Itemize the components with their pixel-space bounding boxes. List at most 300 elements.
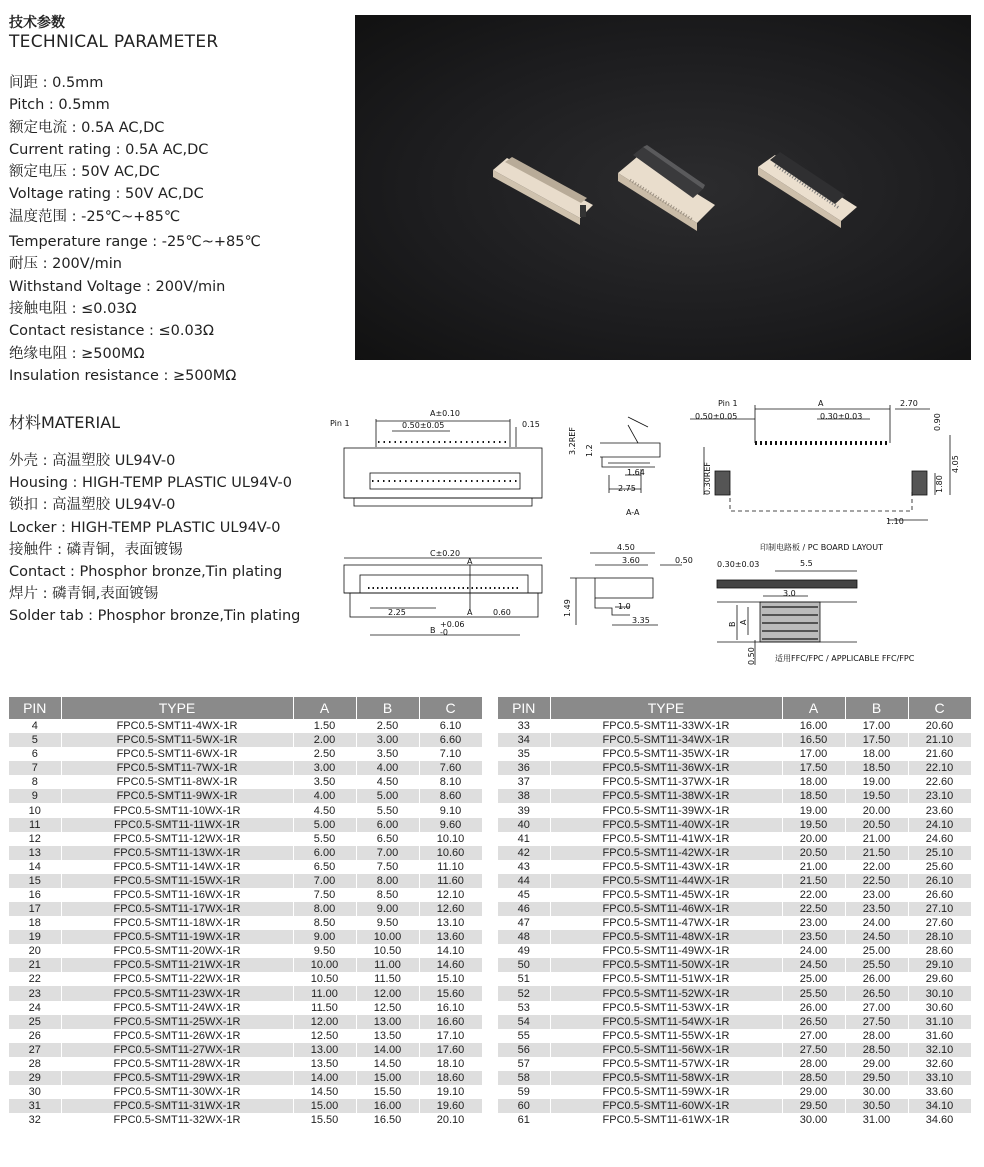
table-row [9, 761, 482, 775]
table-row [9, 832, 482, 846]
table-row [9, 803, 482, 817]
cell-b: 4.50 [356, 775, 419, 789]
cell-pin: 50 [498, 958, 550, 972]
connector-1 [493, 157, 593, 225]
material-list [9, 450, 339, 628]
cell-type: FPC0.5-SMT11-32WX-1R [61, 1113, 293, 1127]
table-row [498, 1099, 971, 1113]
cell-a: 26.50 [782, 1015, 845, 1029]
cell-c: 18.10 [419, 1057, 482, 1071]
table-row [498, 832, 971, 846]
cell-c: 28.10 [908, 930, 971, 944]
cell-b: 16.50 [356, 1113, 419, 1127]
table-row [498, 1057, 971, 1071]
cell-pin: 14 [9, 860, 61, 874]
cell-b: 26.00 [845, 972, 908, 986]
table-row [498, 916, 971, 930]
cell-type: FPC0.5-SMT11-43WX-1R [550, 860, 782, 874]
cell-type: FPC0.5-SMT11-41WX-1R [550, 832, 782, 846]
cell-type: FPC0.5-SMT11-55WX-1R [550, 1029, 782, 1043]
spec-item: 接触电阻 : ≤0.03Ω [9, 300, 137, 317]
cell-a: 23.00 [782, 916, 845, 930]
cell-a: 17.50 [782, 761, 845, 775]
cell-c: 13.10 [419, 916, 482, 930]
cell-c: 23.10 [908, 789, 971, 803]
cell-pin: 42 [498, 846, 550, 860]
table-row [9, 944, 482, 958]
drawing-label: A-A [626, 508, 640, 517]
table-row [498, 860, 971, 874]
cell-type: FPC0.5-SMT11-4WX-1R [61, 719, 293, 733]
cell-pin: 12 [9, 832, 61, 846]
cell-type: FPC0.5-SMT11-37WX-1R [550, 775, 782, 789]
cell-a: 22.50 [782, 902, 845, 916]
cell-a: 2.50 [293, 747, 356, 761]
cell-type: FPC0.5-SMT11-10WX-1R [61, 803, 293, 817]
cell-c: 34.10 [908, 1099, 971, 1113]
cell-c: 9.10 [419, 803, 482, 817]
cell-type: FPC0.5-SMT11-61WX-1R [550, 1113, 782, 1127]
drawing-label: -0 [440, 628, 448, 637]
header-b: B [356, 697, 419, 719]
cell-c: 13.60 [419, 930, 482, 944]
cell-pin: 61 [498, 1113, 550, 1127]
drawing-label: 0.30±0.03 [717, 560, 760, 569]
cell-type: FPC0.5-SMT11-40WX-1R [550, 818, 782, 832]
spec-item: Current rating : 0.5A AC,DC [9, 141, 209, 158]
cell-b: 5.00 [356, 789, 419, 803]
cell-pin: 40 [498, 818, 550, 832]
cell-pin: 47 [498, 916, 550, 930]
cell-type: FPC0.5-SMT11-59WX-1R [550, 1085, 782, 1099]
cell-a: 21.50 [782, 874, 845, 888]
table-row [498, 719, 971, 733]
cell-b: 14.50 [356, 1057, 419, 1071]
cell-b: 15.50 [356, 1085, 419, 1099]
cell-type: FPC0.5-SMT11-18WX-1R [61, 916, 293, 930]
cell-type: FPC0.5-SMT11-49WX-1R [550, 944, 782, 958]
cell-pin: 46 [498, 902, 550, 916]
drawing-label: B [430, 626, 436, 635]
spec-item: Insulation resistance : ≥500MΩ [9, 367, 237, 384]
cell-b: 2.50 [356, 719, 419, 733]
cell-b: 16.00 [356, 1099, 419, 1113]
cell-b: 7.00 [356, 846, 419, 860]
cell-pin: 26 [9, 1029, 61, 1043]
spec-item: Voltage rating : 50V AC,DC [9, 186, 204, 203]
cell-type: FPC0.5-SMT11-50WX-1R [550, 958, 782, 972]
cell-pin: 11 [9, 818, 61, 832]
drawing-label: 0.30REF [703, 461, 712, 495]
table-row [9, 1071, 482, 1085]
cell-a: 4.50 [293, 803, 356, 817]
cell-b: 10.00 [356, 930, 419, 944]
material-item: 接触件 : 磷青铜，表面镀锡 [9, 541, 183, 558]
cell-c: 15.10 [419, 972, 482, 986]
cell-pin: 59 [498, 1085, 550, 1099]
cell-b: 21.50 [845, 846, 908, 860]
header-a: A [782, 697, 845, 719]
cell-pin: 23 [9, 986, 61, 1000]
table-row [498, 972, 971, 986]
cell-pin: 38 [498, 789, 550, 803]
cell-a: 19.00 [782, 803, 845, 817]
pcb-layout-drawing [717, 571, 857, 665]
cell-b: 29.00 [845, 1057, 908, 1071]
table-row [9, 1085, 482, 1099]
cell-a: 25.50 [782, 986, 845, 1000]
cell-pin: 36 [498, 761, 550, 775]
cell-pin: 25 [9, 1015, 61, 1029]
cell-c: 8.60 [419, 789, 482, 803]
cell-c: 19.60 [419, 1099, 482, 1113]
cell-a: 13.00 [293, 1043, 356, 1057]
cell-a: 8.00 [293, 902, 356, 916]
cell-a: 14.50 [293, 1085, 356, 1099]
cell-a: 30.00 [782, 1113, 845, 1127]
cell-a: 28.50 [782, 1071, 845, 1085]
spec-item: 额定电流 : 0.5A AC,DC [9, 119, 165, 136]
drawing-label: 3.35 [632, 616, 650, 625]
drawing-label: Pin 1 [718, 399, 738, 408]
table-row [498, 902, 971, 916]
table-body-right [498, 719, 971, 1127]
drawing-label: 2.25 [388, 608, 406, 617]
cell-b: 25.00 [845, 944, 908, 958]
cell-b: 20.50 [845, 818, 908, 832]
drawing-label: 0.50 [747, 647, 756, 665]
drawing-label: 适用FFC/FPC / APPLICABLE FFC/FPC [775, 654, 915, 663]
cell-type: FPC0.5-SMT11-44WX-1R [550, 874, 782, 888]
cell-c: 18.60 [419, 1071, 482, 1085]
cell-type: FPC0.5-SMT11-12WX-1R [61, 832, 293, 846]
table-row [498, 733, 971, 747]
table-row [9, 986, 482, 1000]
cell-pin: 39 [498, 803, 550, 817]
cell-c: 12.10 [419, 888, 482, 902]
table-row [9, 930, 482, 944]
material-item: Housing : HIGH-TEMP PLASTIC UL94V-0 [9, 475, 292, 492]
drawing-label: 0.50±0.05 [695, 412, 738, 421]
spec-item: 间距 : 0.5mm [9, 75, 104, 91]
cell-pin: 45 [498, 888, 550, 902]
cell-pin: 49 [498, 944, 550, 958]
cell-type: FPC0.5-SMT11-13WX-1R [61, 846, 293, 860]
cell-a: 21.00 [782, 860, 845, 874]
cell-b: 8.50 [356, 888, 419, 902]
cell-a: 28.00 [782, 1057, 845, 1071]
cell-pin: 27 [9, 1043, 61, 1057]
cell-pin: 15 [9, 874, 61, 888]
cell-b: 22.50 [845, 874, 908, 888]
table-row [498, 1071, 971, 1085]
cell-b: 4.00 [356, 761, 419, 775]
cell-b: 17.00 [845, 719, 908, 733]
cell-a: 13.50 [293, 1057, 356, 1071]
header-c: C [419, 697, 482, 719]
cell-b: 26.50 [845, 986, 908, 1000]
material-item: 焊片 : 磷青铜,表面镀锡 [9, 586, 159, 603]
cell-pin: 8 [9, 775, 61, 789]
cell-c: 24.10 [908, 818, 971, 832]
cell-c: 29.60 [908, 972, 971, 986]
cell-c: 9.60 [419, 818, 482, 832]
cell-pin: 28 [9, 1057, 61, 1071]
spec-item: 绝缘电阻 : ≥500MΩ [9, 345, 145, 362]
cell-type: FPC0.5-SMT11-8WX-1R [61, 775, 293, 789]
table-row [9, 1043, 482, 1057]
table-row [498, 1029, 971, 1043]
cell-pin: 53 [498, 1001, 550, 1015]
cell-a: 6.50 [293, 860, 356, 874]
cell-c: 6.10 [419, 719, 482, 733]
cell-pin: 22 [9, 972, 61, 986]
cell-b: 12.00 [356, 986, 419, 1000]
cell-pin: 51 [498, 972, 550, 986]
cell-a: 6.00 [293, 846, 356, 860]
cell-c: 23.60 [908, 803, 971, 817]
cell-a: 26.00 [782, 1001, 845, 1015]
header-pin: PIN [498, 697, 550, 719]
cell-c: 15.60 [419, 986, 482, 1000]
cell-a: 5.00 [293, 818, 356, 832]
table-row [9, 846, 482, 860]
drawing-label: 4.50 [617, 543, 635, 552]
header-pin: PIN [9, 697, 61, 719]
cell-c: 17.60 [419, 1043, 482, 1057]
cell-type: FPC0.5-SMT11-38WX-1R [550, 789, 782, 803]
cell-c: 10.10 [419, 832, 482, 846]
cell-type: FPC0.5-SMT11-57WX-1R [550, 1057, 782, 1071]
drawing-label: +0.06 [440, 620, 465, 629]
spec-item: Temperature range : -25℃~+85℃ [9, 234, 261, 251]
cell-type: FPC0.5-SMT11-42WX-1R [550, 846, 782, 860]
table-row [498, 1043, 971, 1057]
cell-a: 7.00 [293, 874, 356, 888]
cell-b: 10.50 [356, 944, 419, 958]
table-row [9, 747, 482, 761]
drawing-label: 4.05 [951, 455, 960, 473]
cell-a: 12.50 [293, 1029, 356, 1043]
cell-pin: 57 [498, 1057, 550, 1071]
table-row [498, 747, 971, 761]
layout-drawing [690, 405, 950, 520]
cell-c: 16.60 [419, 1015, 482, 1029]
cell-b: 18.00 [845, 747, 908, 761]
cell-b: 7.50 [356, 860, 419, 874]
cell-c: 21.60 [908, 747, 971, 761]
drawing-label: B [728, 621, 737, 627]
cell-type: FPC0.5-SMT11-46WX-1R [550, 902, 782, 916]
cell-type: FPC0.5-SMT11-36WX-1R [550, 761, 782, 775]
cell-c: 22.60 [908, 775, 971, 789]
cell-b: 28.00 [845, 1029, 908, 1043]
table-row [9, 916, 482, 930]
cell-a: 3.50 [293, 775, 356, 789]
cell-b: 9.50 [356, 916, 419, 930]
cell-b: 17.50 [845, 733, 908, 747]
cell-type: FPC0.5-SMT11-60WX-1R [550, 1099, 782, 1113]
cell-pin: 34 [498, 733, 550, 747]
table-row [498, 789, 971, 803]
cell-b: 24.50 [845, 930, 908, 944]
cell-type: FPC0.5-SMT11-11WX-1R [61, 818, 293, 832]
table-row [9, 958, 482, 972]
cell-type: FPC0.5-SMT11-9WX-1R [61, 789, 293, 803]
cell-pin: 19 [9, 930, 61, 944]
cell-c: 7.10 [419, 747, 482, 761]
cell-a: 29.00 [782, 1085, 845, 1099]
cell-type: FPC0.5-SMT11-19WX-1R [61, 930, 293, 944]
cell-a: 10.00 [293, 958, 356, 972]
cell-pin: 48 [498, 930, 550, 944]
drawing-label: 印制电路板 / PC BOARD LAYOUT [760, 543, 883, 552]
cell-type: FPC0.5-SMT11-15WX-1R [61, 874, 293, 888]
cell-type: FPC0.5-SMT11-53WX-1R [550, 1001, 782, 1015]
cell-a: 18.00 [782, 775, 845, 789]
cell-b: 19.00 [845, 775, 908, 789]
cell-c: 12.60 [419, 902, 482, 916]
cell-pin: 52 [498, 986, 550, 1000]
cell-a: 11.50 [293, 1001, 356, 1015]
drawing-label: 3.60 [622, 556, 640, 565]
cell-c: 29.10 [908, 958, 971, 972]
cell-a: 11.00 [293, 986, 356, 1000]
material-item: Solder tab : Phosphor bronze,Tin plating [9, 608, 301, 625]
cell-type: FPC0.5-SMT11-52WX-1R [550, 986, 782, 1000]
spec-item: Pitch : 0.5mm [9, 97, 110, 114]
cell-c: 31.60 [908, 1029, 971, 1043]
table-row [498, 1085, 971, 1099]
cell-a: 24.00 [782, 944, 845, 958]
cell-b: 3.50 [356, 747, 419, 761]
cell-b: 27.50 [845, 1015, 908, 1029]
cell-pin: 7 [9, 761, 61, 775]
table-row [9, 888, 482, 902]
drawing-label: 5.5 [800, 559, 813, 568]
cell-a: 29.50 [782, 1099, 845, 1113]
cell-a: 19.50 [782, 818, 845, 832]
spec-list [9, 72, 349, 387]
drawing-label: 1.10 [886, 517, 904, 526]
cell-a: 16.00 [782, 719, 845, 733]
cell-a: 5.50 [293, 832, 356, 846]
cell-a: 22.00 [782, 888, 845, 902]
cell-a: 15.50 [293, 1113, 356, 1127]
cell-a: 24.50 [782, 958, 845, 972]
table-body-left [9, 719, 482, 1127]
cell-b: 20.00 [845, 803, 908, 817]
spec-item: Withstand Voltage : 200V/min [9, 278, 226, 295]
table-row [9, 719, 482, 733]
drawing-label: A [739, 619, 748, 625]
cell-c: 24.60 [908, 832, 971, 846]
cell-type: FPC0.5-SMT11-17WX-1R [61, 902, 293, 916]
cell-b: 25.50 [845, 958, 908, 972]
cell-type: FPC0.5-SMT11-6WX-1R [61, 747, 293, 761]
cell-a: 23.50 [782, 930, 845, 944]
spec-item: Contact resistance : ≤0.03Ω [9, 323, 214, 340]
cell-b: 19.50 [845, 789, 908, 803]
cell-pin: 55 [498, 1029, 550, 1043]
cell-pin: 10 [9, 803, 61, 817]
section-title-cn: 技术参数 [9, 15, 65, 31]
cell-c: 10.60 [419, 846, 482, 860]
cell-a: 20.50 [782, 846, 845, 860]
cell-type: FPC0.5-SMT11-20WX-1R [61, 944, 293, 958]
cell-c: 30.10 [908, 986, 971, 1000]
table-row [9, 902, 482, 916]
drawing-label: 1.0 [618, 602, 631, 611]
table-row [9, 789, 482, 803]
cell-b: 22.00 [845, 860, 908, 874]
product-photo [355, 15, 971, 360]
drawing-label: A [467, 608, 473, 617]
drawing-label: 1.49 [563, 599, 572, 617]
cell-pin: 20 [9, 944, 61, 958]
cell-type: FPC0.5-SMT11-23WX-1R [61, 986, 293, 1000]
cell-a: 12.00 [293, 1015, 356, 1029]
cell-type: FPC0.5-SMT11-39WX-1R [550, 803, 782, 817]
cell-pin: 31 [9, 1099, 61, 1113]
cell-type: FPC0.5-SMT11-54WX-1R [550, 1015, 782, 1029]
cell-a: 9.50 [293, 944, 356, 958]
cell-c: 14.10 [419, 944, 482, 958]
drawing-label: A±0.10 [430, 409, 460, 418]
drawing-label: 1.64 [627, 468, 645, 477]
cell-a: 7.50 [293, 888, 356, 902]
drawing-label: 0.90 [933, 413, 942, 431]
drawing-label: C±0.20 [430, 549, 461, 558]
table-row [498, 944, 971, 958]
cell-c: 31.10 [908, 1015, 971, 1029]
material-item: 外壳 : 高温塑胶 UL94V-0 [9, 453, 176, 469]
table-row [498, 818, 971, 832]
cell-type: FPC0.5-SMT11-45WX-1R [550, 888, 782, 902]
cell-type: FPC0.5-SMT11-26WX-1R [61, 1029, 293, 1043]
drawing-label: 2.75 [618, 484, 636, 493]
cell-c: 17.10 [419, 1029, 482, 1043]
cell-type: FPC0.5-SMT11-51WX-1R [550, 972, 782, 986]
connector-3 [758, 152, 857, 228]
header-b: B [845, 697, 908, 719]
table-header-row [9, 697, 482, 719]
cell-b: 29.50 [845, 1071, 908, 1085]
cell-type: FPC0.5-SMT11-25WX-1R [61, 1015, 293, 1029]
cell-c: 26.60 [908, 888, 971, 902]
cell-pin: 37 [498, 775, 550, 789]
table-row [498, 986, 971, 1000]
section-title: TECHNICAL PARAMETER [9, 32, 219, 52]
cell-a: 15.00 [293, 1099, 356, 1113]
material-item: Locker : HIGH-TEMP PLASTIC UL94V-0 [9, 519, 281, 536]
header-type: TYPE [61, 697, 293, 719]
spec-item: 额定电压 : 50V AC,DC [9, 164, 160, 181]
type-table-left [9, 697, 483, 1127]
cell-c: 27.10 [908, 902, 971, 916]
table-row [9, 1029, 482, 1043]
cell-pin: 4 [9, 719, 61, 733]
cell-pin: 13 [9, 846, 61, 860]
cell-c: 11.10 [419, 860, 482, 874]
cell-c: 21.10 [908, 733, 971, 747]
cell-pin: 44 [498, 874, 550, 888]
cell-pin: 56 [498, 1043, 550, 1057]
table-row [498, 1001, 971, 1015]
drawing-label: 1.2 [585, 444, 594, 457]
drawing-label: Pin 1 [330, 419, 350, 428]
cell-a: 1.50 [293, 719, 356, 733]
